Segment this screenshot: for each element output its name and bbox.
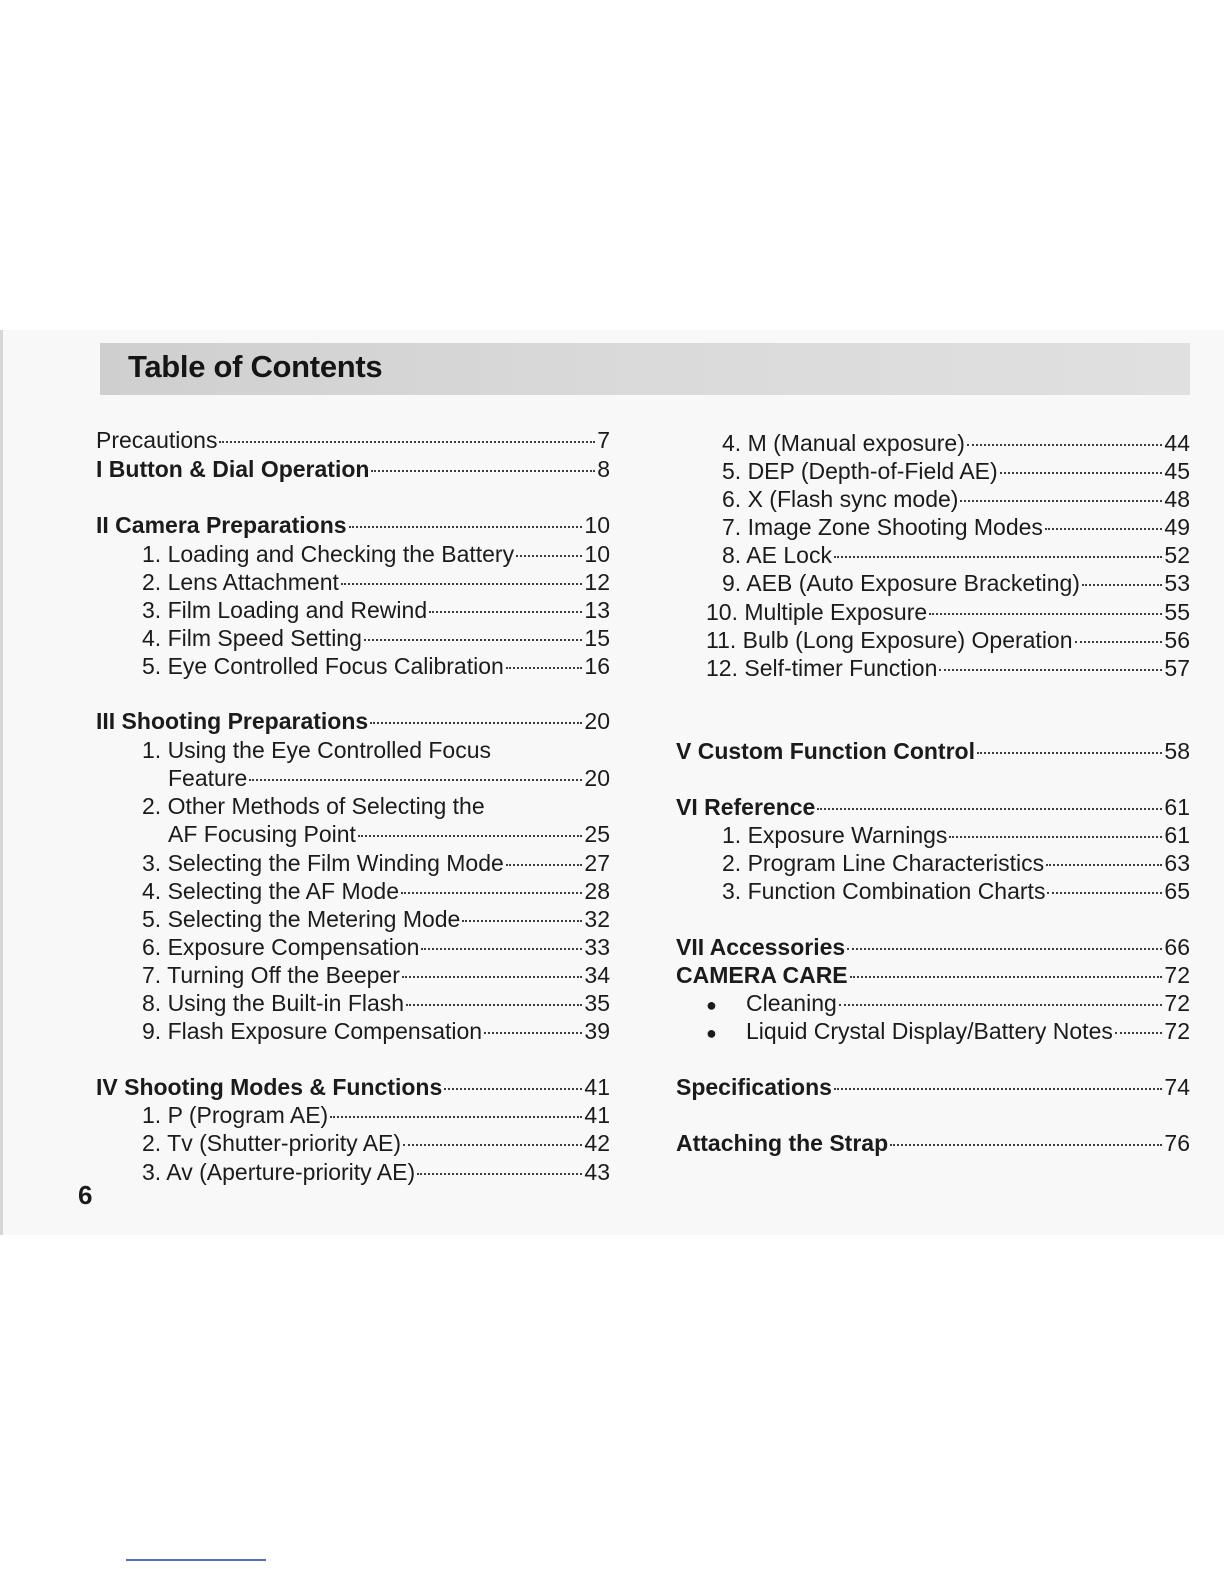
dot-leader xyxy=(330,1116,582,1118)
toc-entry-page: 72 xyxy=(1164,990,1190,1016)
toc-entry-label xyxy=(168,763,247,793)
toc-entry-page: 35 xyxy=(584,990,610,1016)
toc-entry xyxy=(676,736,1190,766)
toc-entry xyxy=(676,540,1190,570)
toc-entry xyxy=(96,454,610,484)
toc-entry-label xyxy=(722,428,965,458)
toc-entry-label xyxy=(142,539,514,569)
dot-leader xyxy=(349,526,583,528)
toc-entry xyxy=(96,819,610,849)
toc-entry-text: 4. Selecting the AF Mode xyxy=(142,878,399,904)
toc-entry-page: 48 xyxy=(1164,486,1190,512)
toc-entry-text: Specifications xyxy=(676,1074,832,1100)
dot-leader xyxy=(341,583,583,585)
dot-leader xyxy=(967,444,1163,446)
dot-leader xyxy=(1047,892,1162,894)
dot-leader xyxy=(939,669,1162,671)
toc-entry xyxy=(96,960,610,990)
toc-entry-text: III Shooting Preparations xyxy=(96,708,369,734)
footer-rule xyxy=(126,1559,266,1561)
toc-entry-page: 74 xyxy=(1164,1074,1190,1100)
toc-entry-label xyxy=(746,1016,1113,1046)
dot-leader xyxy=(1082,584,1162,586)
toc-entry-page: 7 xyxy=(597,427,610,453)
toc-entry-label xyxy=(96,1072,442,1102)
toc-entry xyxy=(676,792,1190,822)
toc-entry-label xyxy=(722,848,1044,878)
toc-entry-label xyxy=(96,706,368,736)
toc-entry xyxy=(676,876,1190,906)
toc-entry-label xyxy=(142,1157,415,1187)
toc-entry-page: 66 xyxy=(1164,934,1190,960)
toc-entry xyxy=(676,932,1190,962)
dot-leader xyxy=(421,948,582,950)
toc-entry-label xyxy=(142,567,339,597)
toc-entry xyxy=(96,425,610,455)
toc-entry-label xyxy=(96,425,217,455)
toc-entry xyxy=(676,512,1190,542)
dot-leader xyxy=(429,611,582,613)
toc-entry-text: 5. Selecting the Metering Mode xyxy=(142,906,461,932)
toc-entry-page: 13 xyxy=(584,597,610,623)
toc-entry-page: 20 xyxy=(584,765,610,791)
toc-entry-text: 1. Loading and Checking the Battery xyxy=(142,541,515,567)
toc-entry xyxy=(96,651,610,681)
toc-entry xyxy=(96,539,610,569)
dot-leader xyxy=(516,555,582,557)
toc-entry-text: AF Focusing Point xyxy=(168,821,356,847)
toc-entry-page: 56 xyxy=(1164,627,1190,653)
toc-entry-label xyxy=(142,932,419,962)
toc-entry-page: 16 xyxy=(584,653,610,679)
dot-leader xyxy=(219,441,595,443)
dot-leader xyxy=(960,500,1162,502)
toc-entry-page: 33 xyxy=(584,934,610,960)
toc-entry-label xyxy=(722,876,1045,906)
toc-entry xyxy=(96,706,610,736)
toc-entry-page: 39 xyxy=(584,1018,610,1044)
dot-leader xyxy=(403,1144,582,1146)
toc-entry-text: VII Accessories xyxy=(676,934,846,960)
toc-entry xyxy=(676,428,1190,458)
toc-entry-page: 15 xyxy=(584,625,610,651)
toc-entry xyxy=(676,960,1190,990)
toc-entry xyxy=(676,653,1190,683)
toc-entry-page: 43 xyxy=(584,1159,610,1185)
toc-entry-text: 5. DEP (Depth-of-Field AE) xyxy=(722,458,998,484)
toc-entry-page: 41 xyxy=(584,1102,610,1128)
dot-leader xyxy=(929,613,1162,615)
toc-entry xyxy=(96,595,610,625)
toc-entry-label xyxy=(676,932,845,962)
toc-entry-text: 1. Using the Eye Controlled Focus xyxy=(142,737,492,763)
toc-entry-text: Cleaning xyxy=(746,990,837,1016)
toc-entry-page: 10 xyxy=(584,541,610,567)
toc-entry-text: 6. X (Flash sync mode) xyxy=(722,486,959,512)
toc-entry-label xyxy=(722,512,1043,542)
toc-entry xyxy=(676,597,1190,627)
toc-entry-page: 53 xyxy=(1164,570,1190,596)
toc-entry-text: 7. Turning Off the Beeper xyxy=(142,962,400,988)
toc-entry xyxy=(96,1072,610,1102)
toc-entry-label xyxy=(142,735,491,765)
toc-entry-text: 10. Multiple Exposure xyxy=(706,599,928,625)
toc-entry-label xyxy=(706,653,937,683)
dot-leader xyxy=(1046,864,1162,866)
dot-leader xyxy=(417,1173,582,1175)
toc-entry-text: 1. P (Program AE) xyxy=(142,1102,329,1128)
dot-leader xyxy=(834,1088,1162,1090)
dot-leader xyxy=(1075,641,1163,643)
toc-entry-text: 6. Exposure Compensation xyxy=(142,934,420,960)
toc-entry-page: 42 xyxy=(584,1130,610,1156)
dot-leader xyxy=(401,892,582,894)
toc-entry-label xyxy=(142,848,504,878)
dot-leader xyxy=(847,948,1162,950)
toc-entry-page: 72 xyxy=(1164,962,1190,988)
toc-entry-text: CAMERA CARE xyxy=(676,962,848,988)
dot-leader xyxy=(817,808,1162,810)
toc-entry-page: 45 xyxy=(1164,458,1190,484)
toc-entry-text: IV Shooting Modes & Functions xyxy=(96,1074,443,1100)
toc-entry-text: 3. Av (Aperture-priority AE) xyxy=(142,1159,416,1185)
toc-entry xyxy=(676,456,1190,486)
dot-leader xyxy=(370,722,582,724)
toc-entry-text: 8. AE Lock xyxy=(722,542,832,568)
dot-leader xyxy=(977,752,1162,754)
toc-entry-label xyxy=(142,904,460,934)
dot-leader xyxy=(949,836,1162,838)
toc-entry xyxy=(676,988,1190,1018)
bullet-icon: ● xyxy=(706,1023,717,1043)
toc-entry-page: 61 xyxy=(1164,794,1190,820)
toc-entry-text: 3. Selecting the Film Winding Mode xyxy=(142,850,504,876)
toc-entry xyxy=(96,904,610,934)
dot-leader xyxy=(834,556,1162,558)
toc-entry-label xyxy=(142,1016,482,1046)
toc-entry xyxy=(96,510,610,540)
toc-entry-label xyxy=(676,736,975,766)
toc-entry-page: 32 xyxy=(584,906,610,932)
toc-entry xyxy=(676,1016,1190,1046)
toc-entry xyxy=(96,1100,610,1130)
toc-entry-page: 27 xyxy=(584,850,610,876)
toc-entry-label xyxy=(96,510,347,540)
toc-entry-page: 8 xyxy=(597,456,610,482)
toc-entry xyxy=(96,932,610,962)
toc-entry xyxy=(96,735,610,765)
toc-entry-text: 11. Bulb (Long Exposure) Operation xyxy=(706,627,1073,653)
toc-entry-text: 4. M (Manual exposure) xyxy=(722,430,965,456)
dot-leader xyxy=(249,779,582,781)
dot-leader xyxy=(839,1004,1163,1006)
toc-entry xyxy=(676,568,1190,598)
title-bar xyxy=(100,343,1190,395)
toc-entry-text: 3. Function Combination Charts xyxy=(722,878,1046,904)
dot-leader xyxy=(890,1144,1162,1146)
toc-entry xyxy=(676,848,1190,878)
toc-entry-label xyxy=(142,1128,401,1158)
toc-entry-text: 2. Lens Attachment xyxy=(142,569,339,595)
toc-entry xyxy=(676,1072,1190,1102)
toc-entry-page: 63 xyxy=(1164,850,1190,876)
toc-entry xyxy=(96,988,610,1018)
dot-leader xyxy=(402,976,583,978)
toc-entry-text: 12. Self-timer Function xyxy=(706,655,938,681)
dot-leader xyxy=(371,470,595,472)
toc-entry-text: II Camera Preparations xyxy=(96,512,347,538)
toc-entry xyxy=(96,623,610,653)
toc-entry-text: 5. Eye Controlled Focus Calibration xyxy=(142,653,504,679)
toc-entry-text: Precautions xyxy=(96,427,218,453)
dot-leader xyxy=(506,667,583,669)
toc-entry-page: 44 xyxy=(1164,430,1190,456)
toc-entry-page: 55 xyxy=(1164,599,1190,625)
toc-entry-text: VI Reference xyxy=(676,794,816,820)
toc-entry-label xyxy=(142,1100,328,1130)
dot-leader xyxy=(462,920,582,922)
toc-entry xyxy=(96,876,610,906)
toc-entry-page: 57 xyxy=(1164,655,1190,681)
dot-leader xyxy=(444,1088,582,1090)
toc-entry-page: 41 xyxy=(584,1074,610,1100)
toc-entry-text: 8. Using the Built-in Flash xyxy=(142,990,405,1016)
toc-entry-label xyxy=(142,623,362,653)
toc-entry xyxy=(96,1128,610,1158)
toc-entry-label xyxy=(142,988,404,1018)
toc-entry-label xyxy=(722,484,958,514)
toc-entry-label xyxy=(706,625,1073,655)
toc-entry-text: 4. Film Speed Setting xyxy=(142,625,362,651)
dot-leader xyxy=(484,1032,582,1034)
toc-entry-text: 9. AEB (Auto Exposure Bracketing) xyxy=(722,570,1080,596)
toc-entry-label xyxy=(96,454,369,484)
dot-leader xyxy=(506,864,583,866)
dot-leader xyxy=(850,976,1163,978)
toc-entry-label xyxy=(722,456,998,486)
toc-entry-text: 9. Flash Exposure Compensation xyxy=(142,1018,483,1044)
toc-entry xyxy=(96,791,610,821)
toc-entry-page: 76 xyxy=(1164,1130,1190,1156)
toc-entry-text: 2. Program Line Characteristics xyxy=(722,850,1045,876)
toc-entry-text: 1. Exposure Warnings xyxy=(722,822,948,848)
toc-entry-label xyxy=(676,792,815,822)
toc-entry-text: Feature xyxy=(168,765,248,791)
toc-entry-text: Attaching the Strap xyxy=(676,1130,889,1156)
toc-entry-page: 34 xyxy=(584,962,610,988)
bullet-icon: ● xyxy=(706,995,717,1015)
toc-entry xyxy=(676,1128,1190,1158)
toc-entry-text: I Button & Dial Operation xyxy=(96,456,370,482)
dot-leader xyxy=(358,835,582,837)
toc-entry-page: 72 xyxy=(1164,1018,1190,1044)
dot-leader xyxy=(1115,1032,1163,1034)
toc-entry-page: 25 xyxy=(584,821,610,847)
toc-entry-label xyxy=(722,820,947,850)
toc-entry-page: 12 xyxy=(584,569,610,595)
toc-entry xyxy=(676,625,1190,655)
toc-entry-label xyxy=(168,819,356,849)
toc-entry-label xyxy=(676,1072,832,1102)
toc-entry xyxy=(676,820,1190,850)
dot-leader xyxy=(364,639,583,641)
toc-entry-page: 65 xyxy=(1164,878,1190,904)
toc-entry-label xyxy=(722,540,832,570)
toc-entry xyxy=(96,763,610,793)
toc-entry-label xyxy=(142,876,399,906)
dot-leader xyxy=(1000,472,1163,474)
toc-entry xyxy=(96,848,610,878)
toc-entry-label xyxy=(722,568,1080,598)
toc-entry-label xyxy=(676,1128,888,1158)
toc-entry-label xyxy=(142,791,485,821)
toc-entry-label xyxy=(676,960,848,990)
toc-entry-page: 20 xyxy=(584,708,610,734)
toc-entry-text: 2. Tv (Shutter-priority AE) xyxy=(142,1130,402,1156)
toc-entry-page: 28 xyxy=(584,878,610,904)
toc-entry-page: 52 xyxy=(1164,542,1190,568)
toc-entry-page: 10 xyxy=(584,512,610,538)
toc-entry-label xyxy=(706,597,927,627)
toc-entry xyxy=(96,567,610,597)
toc-entry xyxy=(96,1157,610,1187)
toc-entry-text: 7. Image Zone Shooting Modes xyxy=(722,514,1043,540)
dot-leader xyxy=(406,1004,582,1006)
toc-entry xyxy=(96,1016,610,1046)
toc-entry-text: V Custom Function Control xyxy=(676,738,975,764)
toc-entry-text: Liquid Crystal Display/Battery Notes xyxy=(746,1018,1113,1044)
toc-entry-label xyxy=(746,988,837,1018)
toc-entry-label xyxy=(142,595,427,625)
toc-entry-text: 2. Other Methods of Selecting the xyxy=(142,793,485,819)
toc-entry xyxy=(676,484,1190,514)
page-number: 6 xyxy=(78,1180,93,1210)
toc-entry-page: 49 xyxy=(1164,514,1190,540)
toc-entry-label xyxy=(142,960,400,990)
dot-leader xyxy=(1045,528,1162,530)
toc-entry-label xyxy=(142,651,504,681)
page-title: Table of Contents xyxy=(128,349,383,384)
toc-entry-text: 3. Film Loading and Rewind xyxy=(142,597,428,623)
toc-entry-page: 58 xyxy=(1164,738,1190,764)
toc-entry-page: 61 xyxy=(1164,822,1190,848)
